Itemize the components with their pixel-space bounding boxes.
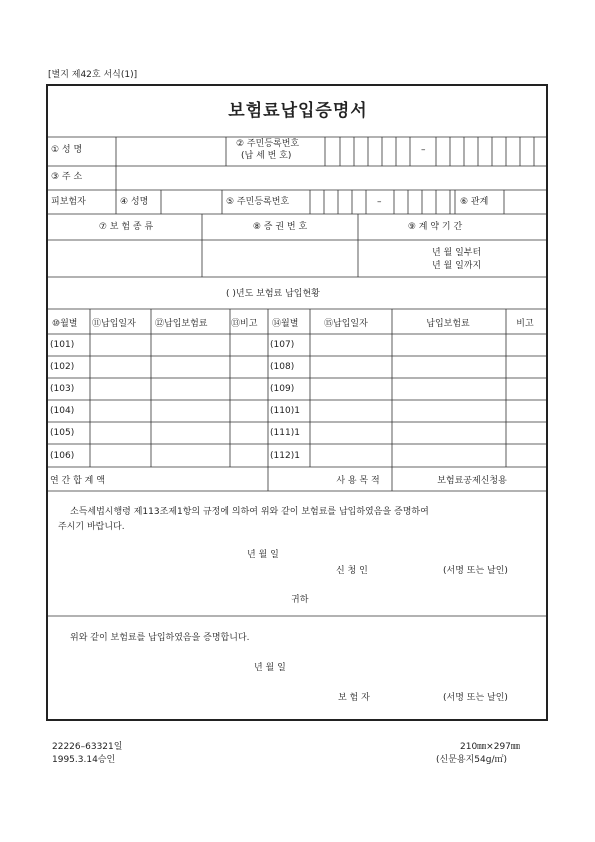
annual-total-label: 연 간 합 계 액	[50, 476, 105, 486]
insured-name-label: ④ 성명	[120, 197, 149, 207]
form-frame	[46, 84, 548, 721]
addressee: 귀하	[291, 595, 309, 605]
header-amount-left: ⑫납입보험료	[155, 319, 208, 329]
header-note-right: 비고	[516, 319, 534, 329]
certify-text: 위와 같이 보험료를 납입하였음을 증명합니다.	[70, 633, 250, 643]
header-date-right: ⑮납입일자	[324, 319, 368, 329]
paper-spec: (신문용지54g/㎡)	[436, 755, 507, 765]
month-row-label: (103)	[50, 384, 75, 394]
paper-size: 210㎜×297㎜	[460, 742, 520, 752]
request-text: 소득세법시행령 제113조제1항의 규정에 의하여 위와 같이 보험료를 납입하였음을 증명하여	[70, 507, 429, 517]
applicant-seal: (서명 또는 날인)	[443, 566, 508, 576]
month-row-label: (107)	[270, 340, 295, 350]
payment-status-title: ( )년도 보험료 납입현황	[226, 289, 320, 299]
rrn-label: ② 주민등록번호	[236, 139, 300, 149]
applicant-sign-label: 신 청 인	[336, 566, 368, 576]
purpose-label: 사 용 목 적	[336, 476, 380, 486]
contract-period-label: ⑨ 계 약 기 간	[407, 222, 463, 232]
month-row-label: (106)	[50, 451, 75, 461]
policy-number-label: ⑧ 증 권 번 호	[252, 222, 308, 232]
month-row-label: (110)1	[270, 406, 300, 416]
month-row-label: (112)1	[270, 451, 300, 461]
month-row-label: (109)	[270, 384, 295, 394]
month-row-label: (108)	[270, 362, 295, 372]
insurer-seal: (서명 또는 날인)	[443, 693, 508, 703]
period-to: 년 월 일까지	[432, 261, 482, 271]
insured-rrn-dash: –	[377, 197, 382, 207]
request-text-cont: 주시기 바랍니다.	[58, 522, 125, 532]
address-label: ③ 주 소	[51, 172, 83, 182]
month-row-label: (104)	[50, 406, 75, 416]
month-row-label: (111)1	[270, 428, 300, 438]
form-grid	[48, 86, 546, 719]
header-amount-right: 납입보험료	[426, 319, 470, 329]
name-label: ① 성 명	[51, 145, 83, 155]
tax-number-label: (납 세 번 호)	[241, 151, 292, 161]
insurer-label: 보 험 자	[338, 693, 370, 703]
period-from: 년 월 일부터	[432, 248, 482, 258]
month-row-label: (102)	[50, 362, 75, 372]
header-note-left: ⑬비고	[231, 319, 258, 329]
form-title: 보험료납입증명서	[228, 101, 368, 121]
header-month-left: ⑩월별	[52, 319, 78, 329]
relation-label: ⑥ 관계	[460, 197, 489, 207]
insured-rrn-label: ⑤ 주민등록번호	[226, 197, 290, 207]
month-row-label: (105)	[50, 428, 75, 438]
form-label: [별지 제42호 서식(1)]	[48, 70, 138, 80]
request-date: 년 월 일	[247, 550, 279, 560]
header-date-left: ⑪납입일자	[92, 319, 136, 329]
form-code: 22226–63321일	[52, 742, 123, 752]
approval-date: 1995.3.14승인	[52, 755, 116, 765]
purpose-value: 보험료공제신청용	[437, 476, 507, 486]
insurance-type-label: ⑦ 보 험 종 류	[98, 222, 154, 232]
certify-date: 년 월 일	[254, 663, 286, 673]
insured-label: 피보험자	[51, 197, 86, 207]
rrn-dash: –	[421, 145, 426, 155]
header-month-right: ⑭월별	[272, 319, 299, 329]
month-row-label: (101)	[50, 340, 75, 350]
